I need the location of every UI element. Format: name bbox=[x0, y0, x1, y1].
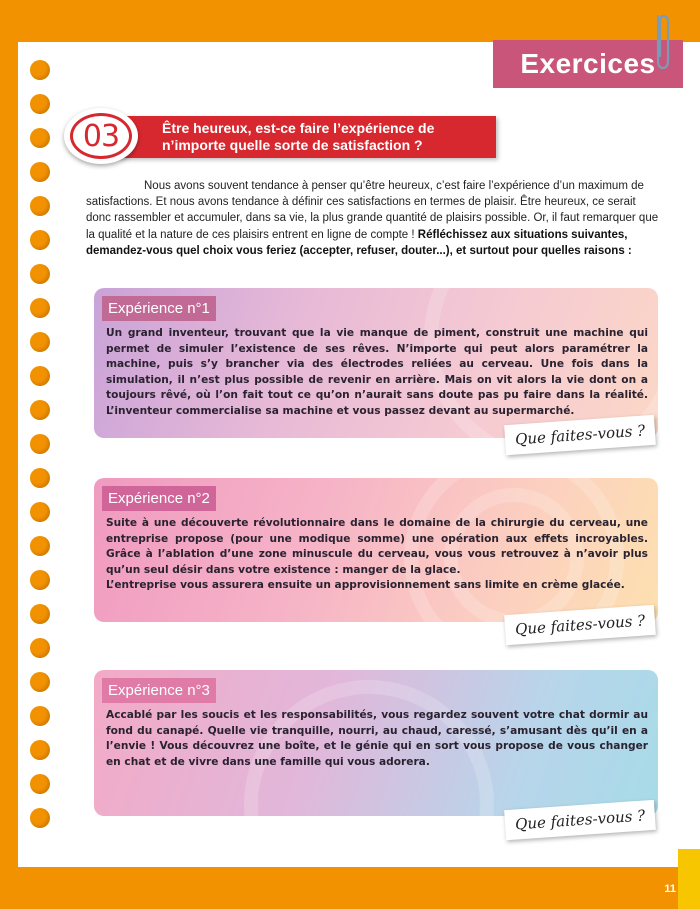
binding-ring bbox=[30, 60, 50, 80]
exercise-number-ring bbox=[70, 113, 132, 159]
intro-text: Nous avons souvent tendance à penser qu’être heureux, c’est faire l’expérience d’un maximum de satisfactions. Et nous avons tendance à définir ces satisfactions en termes de plaisir. Être heureux, ce serait donc rassembler et accumuler, dans sa vie, la plus grande quantité de plaisirs possible. Or, il faut remarquer que la qualité et la nature de ces plaisirs entrent en ligne de compte ! bbox=[86, 180, 659, 241]
experience-card-3 bbox=[94, 670, 658, 816]
exercise-question-banner bbox=[118, 116, 496, 158]
binding-ring bbox=[30, 332, 50, 352]
binding-ring bbox=[30, 536, 50, 556]
binding-ring bbox=[30, 162, 50, 182]
binding-ring bbox=[30, 774, 50, 794]
binding-ring bbox=[30, 740, 50, 760]
experience-prompt-3: Que faites-vous ? bbox=[504, 800, 656, 840]
binding-ring bbox=[30, 94, 50, 114]
experience-card-1 bbox=[94, 288, 658, 438]
binding-ring bbox=[30, 672, 50, 692]
intro-paragraph bbox=[86, 178, 660, 259]
binding-ring bbox=[30, 468, 50, 488]
binding-ring bbox=[30, 502, 50, 522]
page-corner-tab bbox=[678, 849, 700, 909]
page-number: 11 bbox=[664, 883, 676, 895]
binding-ring bbox=[30, 706, 50, 726]
experience-label: Expérience n°3 bbox=[102, 678, 216, 703]
exercise-question: Être heureux, est-ce faire l’expérience de n’importe quelle sorte de satisfaction ? bbox=[162, 120, 435, 153]
binding-ring bbox=[30, 196, 50, 216]
binding-ring bbox=[30, 298, 50, 318]
binding-ring bbox=[30, 366, 50, 386]
experience-prompt-1: Que faites-vous ? bbox=[504, 415, 656, 455]
exercise-number-badge bbox=[64, 108, 138, 164]
experience-label: Expérience n°1 bbox=[102, 296, 216, 321]
binding-ring bbox=[30, 638, 50, 658]
binding-ring bbox=[30, 434, 50, 454]
binding-ring bbox=[30, 808, 50, 828]
binding-ring bbox=[30, 128, 50, 148]
binding-ring bbox=[30, 604, 50, 624]
experience-text-block bbox=[106, 516, 648, 594]
paperclip-icon bbox=[652, 12, 670, 72]
experience-text: Suite à une découverte révolutionnaire dans le domaine de la chirurgie du cerveau, une entreprise propose (pour une modique somme) une opération aux effets incroyables. Grâce à l’ablation d’une zone minuscule du cerveau, vous vous retrouvez à n’avoir plus qu’un seul désir dans votre existence : manger de la glace. bbox=[106, 517, 648, 576]
experience-label: Expérience n°2 bbox=[102, 486, 216, 511]
binding-ring bbox=[30, 400, 50, 420]
experience-prompt-2: Que faites-vous ? bbox=[504, 605, 656, 645]
experience-card-2 bbox=[94, 478, 658, 622]
intro-instruction: Réfléchissez aux situations suivantes, demandez-vous quel choix vous feriez (accepter, refuser, douter...), et surtout pour quelles raisons : bbox=[86, 228, 632, 257]
experience-text-continued: L’entreprise vous assurera ensuite un approvisionnement sans limite en crème glacée. bbox=[106, 579, 625, 592]
section-title: Exercices bbox=[520, 48, 656, 79]
exercise-number: 03 bbox=[82, 118, 120, 154]
experience-text: Accablé par les soucis et les responsabilités, vous regardez souvent votre chat dormir au fond du canapé. Quelle vie tranquille, nourri, au chaud, caressé, s’amusant dès qu’il en a l’envie ! Vous découvrez une boîte, et le génie qui en sort vous propose de vous changer en chat et de vivre dans une famille qui vous adorera. bbox=[106, 709, 648, 768]
experience-text: Un grand inventeur, trouvant que la vie manque de piment, construit une machine qui permet de simuler l’existence de ses rêves. N’importe qui peut alors paramétrer la machine, puis s’y brancher via des électrodes reliées au cerveau. Une fois dans la simulation, il n’est plus possible de revenir en arrière. Mais on vit alors la vie dont on a toujours rêvé, où l’on fait tout ce qu’on n’aurait sans doute pas pu faire dans la réalité. L’inventeur commercialise sa machine et vous passez devant au supermarché. bbox=[106, 327, 648, 417]
binding-ring bbox=[30, 264, 50, 284]
binding-ring bbox=[30, 230, 50, 250]
binding-ring bbox=[30, 570, 50, 590]
